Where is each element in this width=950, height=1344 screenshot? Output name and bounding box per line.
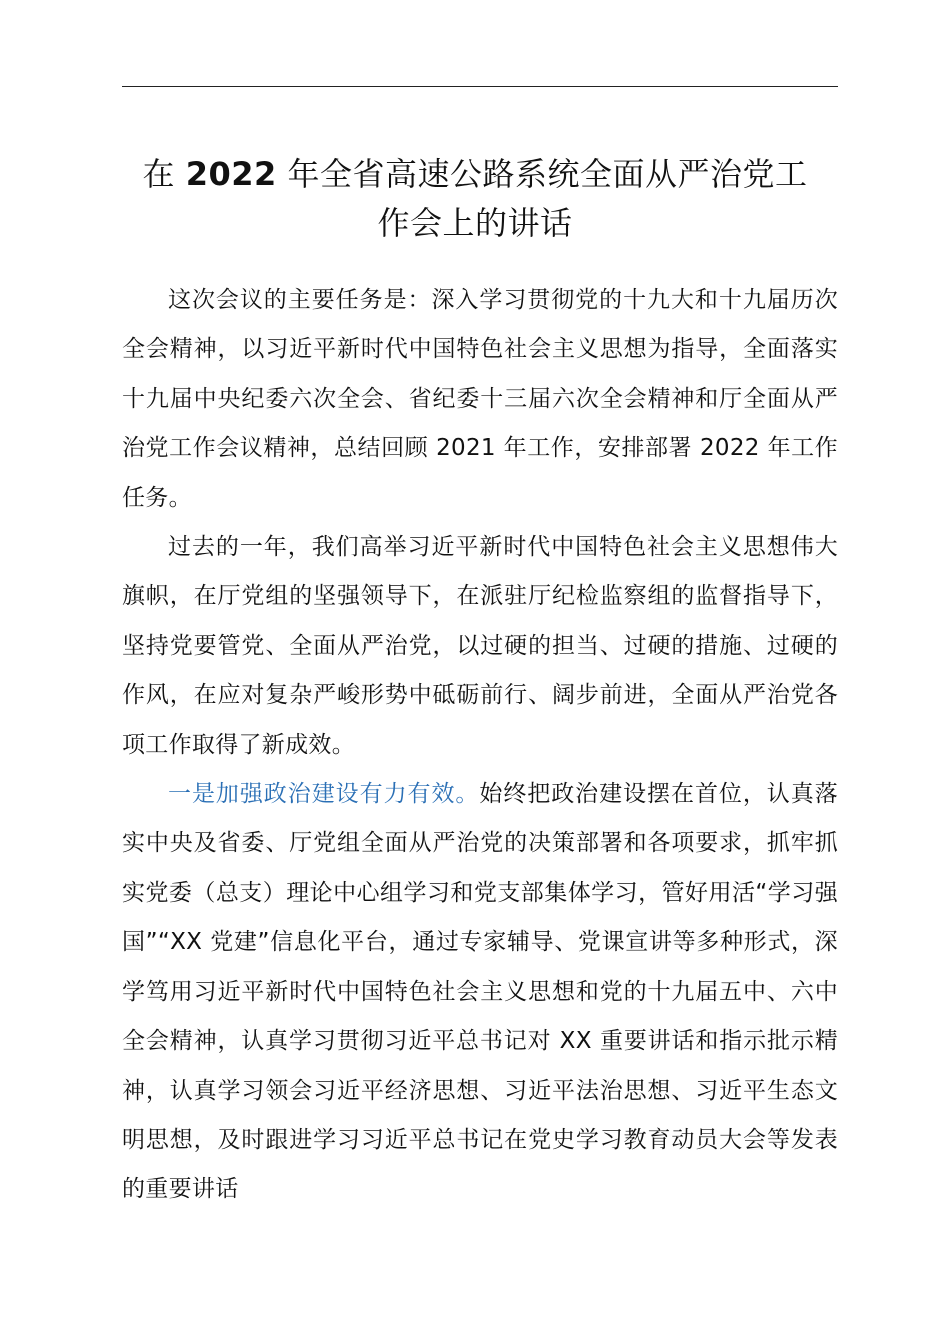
header-rule [122, 86, 838, 87]
paragraph-3-text: 始终把政治建设摆在首位，认真落实中央及省委、厅党组全面从严治党的决策部署和各项要求，抓牢抓实党委（总支）理论中心组学习和党支部集体学习，管好用活“学习强国”“XX 党建”信息化平台，通过专家辅导、党课宣讲等多种形式，深学笃用习近平新时代中国特色社会主义思想和党的十九届五中、六中全会精神，认真学习贯彻习近平总书记对 XX 重要讲话和指示批示精神，认真学习领会习近平经济思想、习近平法治思想、习近平生态文明思想，及时跟进学习习近平总书记在党史学习教育动员大会等发表的重要讲话 [122, 781, 838, 1203]
title-line1-rest: 年全省高速公路系统全面从严治党工 [276, 155, 808, 193]
document-body [122, 276, 838, 1215]
title-prefix: 在 [142, 155, 186, 193]
paragraph-3-heading: 一是加强政治建设有力有效。 [168, 781, 480, 808]
title-line2: 作会上的讲话 [377, 204, 573, 242]
paragraph-2: 过去的一年，我们高举习近平新时代中国特色社会主义思想伟大旗帜，在厅党组的坚强领导下，在派驻厅纪检监察组的监督指导下，坚持党要管党、全面从严治党，以过硬的担当、过硬的措施、过硬的作风，在应对复杂严峻形势中砥砺前行、阔步前进，全面从严治党各项工作取得了新成效。 [122, 534, 838, 758]
title-year: 2022 [185, 155, 277, 193]
paragraph-1: 这次会议的主要任务是：深入学习贯彻党的十九大和十九届历次全会精神，以习近平新时代中国特色社会主义思想为指导，全面落实十九届中央纪委六次全会、省纪委十三届六次全会精神和厅全面从严治党工作会议精神，总结回顾 2021 年工作，安排部署 2022 年工作任务。 [122, 287, 838, 511]
paragraph-3 [122, 770, 838, 1215]
document-title [110, 150, 840, 248]
